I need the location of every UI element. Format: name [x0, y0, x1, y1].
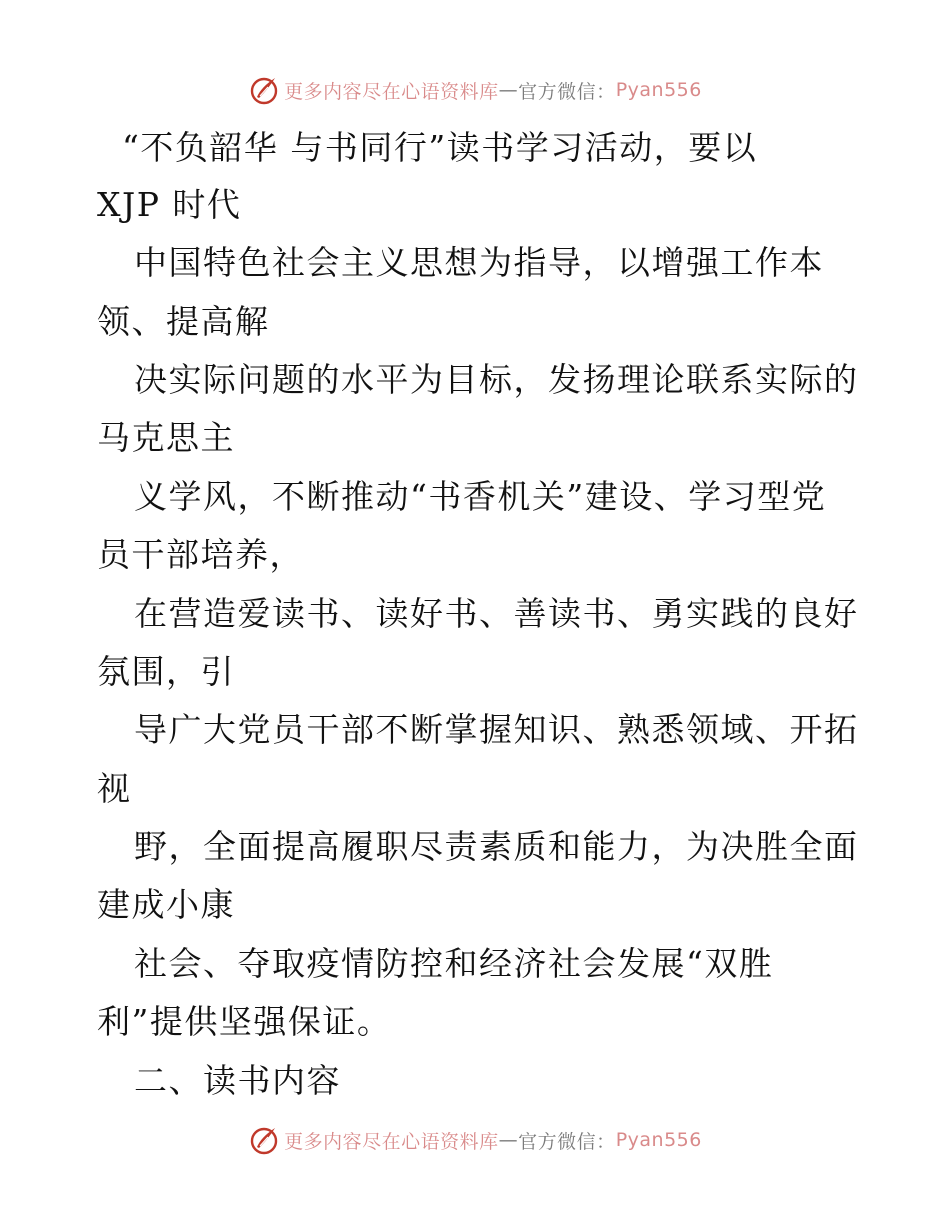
watermark-wechat-label: 官方微信：	[518, 1130, 616, 1153]
paragraph-line: 氛围，引	[97, 652, 235, 691]
paragraph-line: 社会、夺取疫情防控和经济社会发展“双胜	[134, 944, 774, 983]
paragraph-line: 建成小康	[97, 885, 235, 924]
paragraph-line: 决实际问题的水平为目标，发扬理论联系实际的	[134, 360, 859, 399]
paragraph-line: “不负韶华 与书同行”读书学习活动，要以	[122, 128, 758, 167]
paragraph-line: 在营造爱读书、读好书、善读书、勇实践的良好	[134, 594, 859, 633]
watermark-dash: —	[498, 1129, 519, 1151]
watermark-text: 更多内容尽在心语资料库	[284, 80, 499, 103]
section-heading: 二、读书内容	[134, 1061, 341, 1100]
paragraph-line: 马克思主	[97, 418, 235, 457]
watermark-dash: —	[498, 79, 519, 101]
paragraph-line: 视	[97, 769, 132, 808]
footer-watermark	[0, 1120, 950, 1160]
paragraph-line: 导广大党员干部不断掌握知识、熟悉领域、开拓	[134, 710, 859, 749]
paragraph-line: 野，全面提高履职尽责素质和能力，为决胜全面	[134, 827, 859, 866]
paragraph-line: 利”提供坚强保证。	[97, 1002, 392, 1041]
watermark-text: 更多内容尽在心语资料库	[284, 1130, 499, 1153]
paragraph-line: 员干部培养，	[97, 535, 304, 574]
paragraph-line: XJP 时代	[97, 185, 242, 224]
paragraph-line: 义学风，不断推动“书香机关”建设、学习型党	[134, 477, 827, 516]
watermark-wechat-label: 官方微信：	[518, 80, 616, 103]
watermark-wechat-id: Pyan556	[615, 1129, 702, 1151]
paragraph-line: 中国特色社会主义思想为指导，以增强工作本	[134, 243, 824, 282]
paragraph-line: 领、提高解	[97, 302, 270, 341]
quill-logo-icon	[248, 1124, 280, 1156]
watermark-wechat-id: Pyan556	[615, 79, 702, 101]
